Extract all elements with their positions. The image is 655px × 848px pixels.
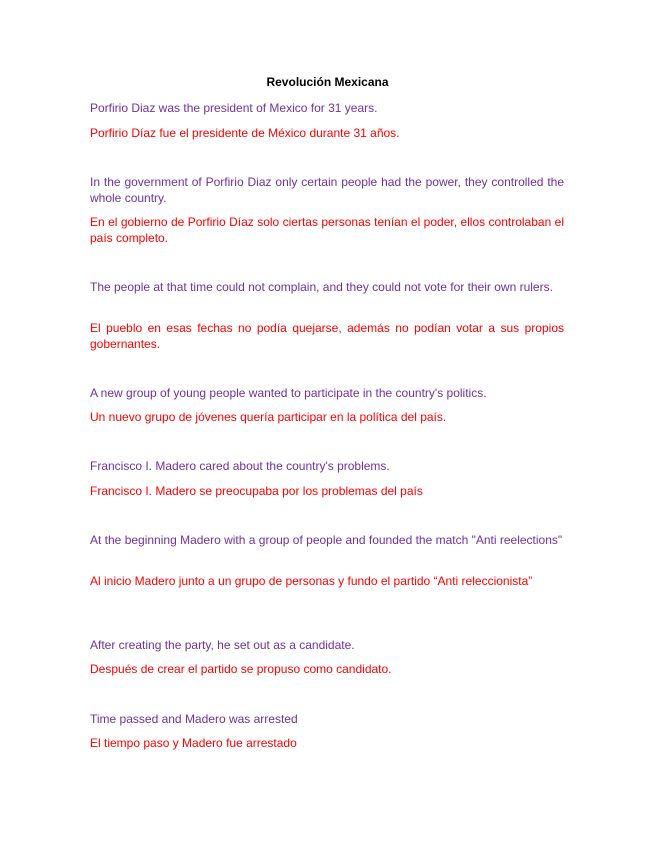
spanish-paragraph-6: Al inicio Madero junto a un grupo de personas y fundo el partido “Anti releccionista” <box>90 574 533 588</box>
spanish-paragraph-7: Después de crear el partido se propuso como candidato. <box>90 662 392 676</box>
english-paragraph-4: A new group of young people wanted to participate in the country's politics. <box>90 386 487 400</box>
english-paragraph-1: Porfirio Diaz was the president of Mexico for 31 years. <box>90 101 378 115</box>
english-paragraph-5: Francisco I. Madero cared about the country's problems. <box>90 459 390 473</box>
spanish-paragraph-4: Un nuevo grupo de jóvenes quería participar en la política del país. <box>90 410 447 424</box>
english-paragraph-2: In the government of Porfirio Diaz only certain people had the power, they controlled the whole country. <box>90 175 564 205</box>
spanish-paragraph-3: El pueblo en esas fechas no podía quejarse, además no podían votar a sus propios gobernantes. <box>90 321 564 351</box>
spanish-paragraph-5: Francisco I. Madero se preocupaba por los problemas del país <box>90 484 423 498</box>
english-paragraph-8: Time passed and Madero was arrested <box>90 712 298 726</box>
english-paragraph-6: At the beginning Madero with a group of people and founded the match "Anti reelections" <box>90 533 563 547</box>
spanish-paragraph-1: Porfirio Díaz fue el presidente de México durante 31 años. <box>90 126 400 140</box>
english-paragraph-3: The people at that time could not complain, and they could not vote for their own rulers. <box>90 280 553 294</box>
document-title: Revolución Mexicana <box>266 75 389 89</box>
spanish-paragraph-2: En el gobierno de Porfirio Díaz solo ciertas personas tenían el poder, ellos controlaban el país completo. <box>90 215 564 245</box>
spanish-paragraph-8: El tiempo paso y Madero fue arrestado <box>90 736 297 750</box>
english-paragraph-7: After creating the party, he set out as a candidate. <box>90 638 355 652</box>
